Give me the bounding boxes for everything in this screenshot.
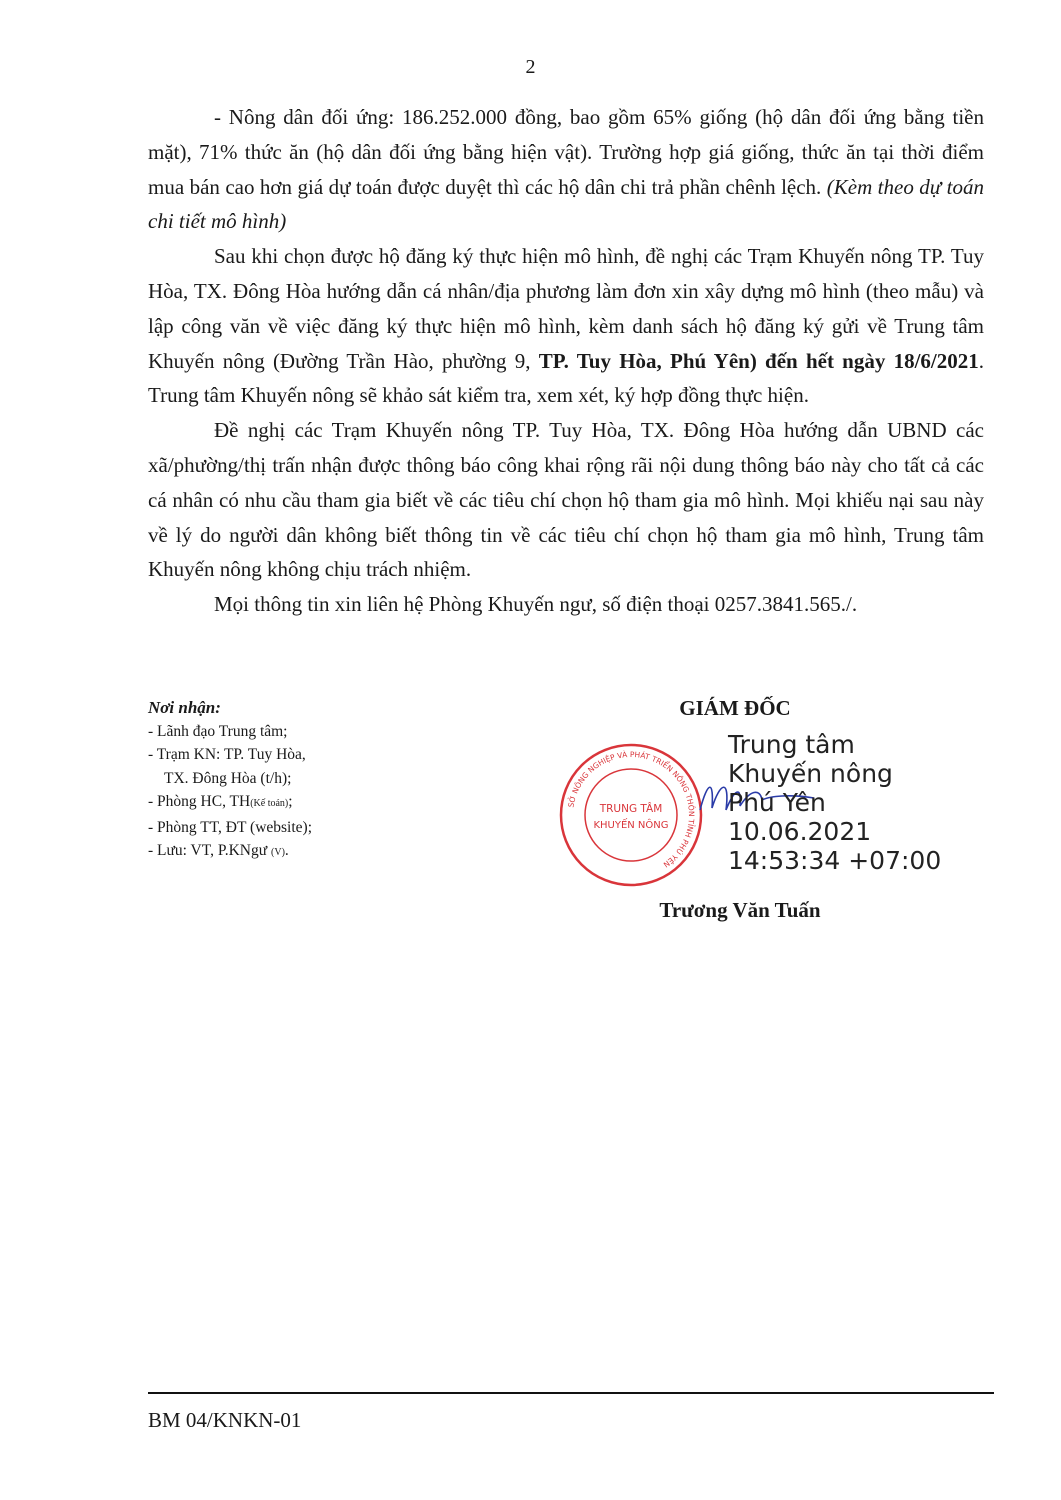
official-seal-stamp: [556, 740, 706, 890]
signer-title: GIÁM ĐỐC: [679, 696, 791, 720]
page-number: 2: [525, 56, 536, 78]
footer-divider: [148, 1392, 994, 1394]
recipient-item-end: .: [284, 842, 289, 859]
paragraph-1-text: - Nông dân đối ứng: 186.252.000 đồng, bao gồm 65% giống (hộ dân đối ứng bằng tiền mặt), 71% thức ăn (hộ dân đối ứng bằng hiện vật). Trường hợp giá giống, thức ăn tại thời điểm mua bán cao hơn giá dự toán được duyệt thì các hộ dân chi trả phần chênh lệch.: [148, 105, 984, 199]
signature-time: 14:53:34 +07:00: [728, 846, 942, 875]
recipient-item-small: (Kế toán): [250, 798, 289, 809]
document-body: [148, 100, 984, 622]
recipient-item: [148, 839, 448, 865]
signature-org-line-3: Phú Yên: [728, 788, 826, 817]
recipient-item-end: ;: [288, 793, 293, 810]
recipient-item-continued: TX. Đông Hòa (t/h);: [164, 769, 292, 787]
recipients-heading: Nơi nhận:: [148, 698, 221, 717]
signature-date: 10.06.2021: [728, 817, 872, 846]
signature-org-line-2: Khuyến nông: [728, 759, 893, 788]
recipients-list: [148, 696, 448, 865]
paragraph-1-italic-note: (Kèm theo dự toán chi tiết mô hình): [148, 174, 984, 234]
recipient-item-small: (V): [271, 847, 285, 858]
recipient-item: - Phòng TT, ĐT (website);: [148, 818, 313, 836]
form-code: BM 04/KNKN-01: [148, 1408, 302, 1432]
stamp-line-2: KHUYẾN NÔNG: [593, 820, 669, 831]
recipient-item-text: - Lưu: VT, P.KNgư: [148, 842, 272, 859]
paragraph-2: [148, 239, 984, 413]
paragraph-4: Mọi thông tin xin liên hệ Phòng Khuyến ngư, số điện thoại 0257.3841.565./.: [214, 592, 858, 617]
paragraph-2-text-c: . Trung tâm Khuyến nông sẽ khảo sát kiểm tra, xem xét, ký hợp đồng thực hiện.: [148, 348, 984, 408]
recipient-item-text: - Phòng HC, TH: [148, 793, 251, 810]
recipient-item: - Trạm KN: TP. Tuy Hòa,: [148, 746, 306, 763]
paragraph-3: Đề nghị các Trạm Khuyến nông TP. Tuy Hòa, TX. Đông Hòa hướng dẫn UBND các xã/phường/thị trấn nhận được thông báo công khai rộng rãi nội dung thông báo này cho tất cả các cá nhân có nhu cầu tham gia biết về các tiêu chí chọn hộ tham gia mô hình. Mọi khiếu nại sau này về lý do người dân không biết thông tin về các tiêu chí chọn hộ tham gia mô hình, Trung tâm Khuyến nông không chịu trách nhiệm.: [148, 418, 984, 582]
signature-org-line-1: Trung tâm: [728, 730, 855, 759]
paragraph-2-text-a: Sau khi chọn được hộ đăng ký thực hiện mô hình, đề nghị các Trạm Khuyến nông TP. Tuy Hòa, TX. Đông Hòa hướng dẫn cá nhân/địa phương làm đơn xin xây dựng mô hình (theo mẫu) và lập công văn về việc đăng ký thực hiện mô hình, kèm danh sách hộ đăng ký gửi về Trung tâm Khuyến nông (Đường Trần Hào, phường 9,: [148, 244, 984, 373]
paragraph-2-space: [757, 349, 765, 373]
stamp-line-1: TRUNG TÂM: [599, 803, 663, 815]
paragraph-1: [148, 100, 984, 239]
digital-signature-info: [728, 730, 941, 875]
recipient-item: - Lãnh đạo Trung tâm;: [148, 722, 288, 740]
signer-name: Trương Văn Tuấn: [659, 898, 821, 922]
paragraph-2-bold-address: TP. Tuy Hòa, Phú Yên): [538, 348, 757, 373]
recipient-item: [148, 790, 448, 816]
paragraph-2-bold-deadline: đến hết ngày 18/6/2021: [765, 348, 979, 373]
svg-text:SỞ NÔNG NGHIỆP VÀ PHÁT TRIỂN N: SỞ NÔNG NGHIỆP VÀ PHÁT TRIỂN NÔNG THÔN TỈNH PHÚ YÊN: [566, 749, 697, 870]
